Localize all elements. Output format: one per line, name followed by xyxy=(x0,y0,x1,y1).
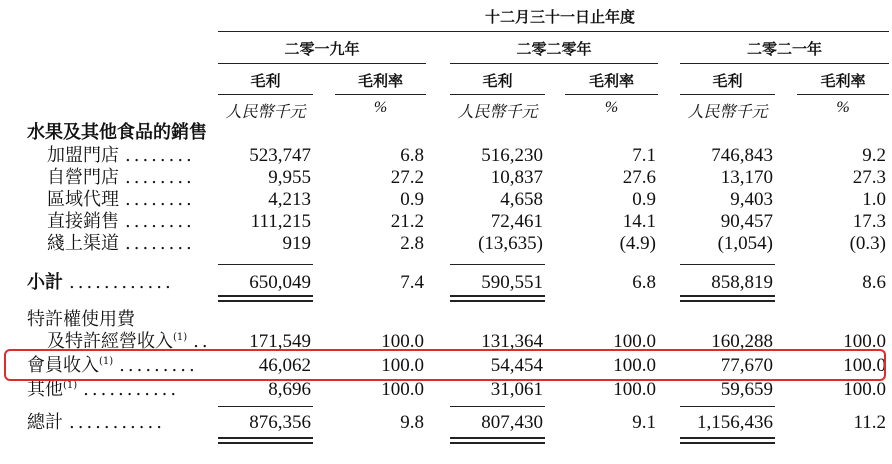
subtotal-double-rule xyxy=(450,300,545,302)
table-row-value: (1,054) xyxy=(717,233,773,254)
table-row-value: 4,213 xyxy=(268,189,311,210)
col-rule xyxy=(335,94,426,95)
total-row-value: 11.2 xyxy=(853,412,886,433)
other-row-value: 100.0 xyxy=(613,379,656,400)
unit-percent-2021: % xyxy=(836,99,850,116)
membership-row-value: 54,454 xyxy=(490,355,543,376)
table-row-value: 14.1 xyxy=(622,211,656,232)
membership-row-value: 77,670 xyxy=(720,355,773,376)
other-row-value: 8,696 xyxy=(268,379,311,400)
total-double-rule xyxy=(680,442,775,444)
subtotal-top-rule xyxy=(218,264,313,265)
year-header-2020: 二零二零年 xyxy=(516,40,592,58)
table-row-value: 1.0 xyxy=(862,189,886,210)
col-rule xyxy=(680,94,775,95)
table-row-value: 919 xyxy=(282,233,311,254)
table-row-value: (13,635) xyxy=(478,233,543,254)
table-row-value: 6.8 xyxy=(400,145,424,166)
other-row-value: 59,659 xyxy=(720,379,773,400)
table-row-value: 9,403 xyxy=(730,189,773,210)
total-double-rule xyxy=(680,437,775,439)
subtotal-double-rule xyxy=(218,295,313,297)
total-row-value: 1,156,436 xyxy=(697,412,773,433)
unit-rmb-2020: 人民幣千元 xyxy=(457,104,538,121)
table-row-value: 516,230 xyxy=(481,145,543,166)
total-double-rule xyxy=(218,437,313,439)
table-row-value: 72,461 xyxy=(490,211,543,232)
header-rule xyxy=(218,31,889,32)
col-gross-profit-2021: 毛利 xyxy=(712,72,743,90)
total-top-rule xyxy=(680,406,775,407)
franchise-row-values-value: 160,288 xyxy=(711,331,773,352)
total-double-rule xyxy=(450,437,545,439)
franchise-row-values-value: 100.0 xyxy=(613,331,656,352)
col-rule xyxy=(218,94,313,95)
franchise-row-values-value: 100.0 xyxy=(381,331,424,352)
other-row-value: 100.0 xyxy=(843,379,886,400)
year-rule-2021 xyxy=(680,63,889,64)
subtotal-row-value: 650,049 xyxy=(249,272,311,293)
table-row-value: (4.9) xyxy=(619,233,656,254)
unit-percent-2019: % xyxy=(373,99,388,116)
table-row-value: 0.9 xyxy=(400,189,424,210)
franchise-row-values-value: 171,549 xyxy=(249,331,311,352)
year-header-2019: 二零一九年 xyxy=(284,40,360,58)
subtotal-row-value: 590,551 xyxy=(481,272,543,293)
table-row-value: 27.6 xyxy=(622,167,656,188)
table-row-value: 746,843 xyxy=(711,145,773,166)
table-row-label: 加盟門店 ........ xyxy=(47,145,195,166)
table-row-value: (0.3) xyxy=(849,233,886,254)
year-rule-2019 xyxy=(218,63,426,64)
year-header-2021: 二零二一年 xyxy=(746,40,822,58)
membership-row-value: 100.0 xyxy=(613,355,656,376)
subtotal-row-value: 6.8 xyxy=(632,272,656,293)
subtotal-top-rule xyxy=(450,264,545,265)
other-row-value: 31,061 xyxy=(490,379,543,400)
subtotal-top-rule xyxy=(680,264,775,265)
total-row-value: 876,356 xyxy=(249,412,311,433)
total-double-rule xyxy=(450,442,545,444)
col-gross-profit-2019: 毛利 xyxy=(250,72,281,90)
total-top-rule xyxy=(450,406,545,407)
subtotal-double-rule xyxy=(450,295,545,297)
membership-row-value: 46,062 xyxy=(258,355,311,376)
table-row-value: 2.8 xyxy=(400,233,424,254)
unit-percent-2020: % xyxy=(604,99,619,116)
table-row-label: 直接銷售 ........ xyxy=(47,211,195,232)
col-gross-margin-2021: 毛利率 xyxy=(820,72,866,90)
period-header: 十二月三十一日止年度 xyxy=(484,8,635,26)
franchise-label-line1: 特許權使用費 xyxy=(27,309,135,330)
total-row-value: 807,430 xyxy=(481,412,543,433)
table-row-value: 13,170 xyxy=(720,167,773,188)
franchise-row-values-value: 131,364 xyxy=(481,331,543,352)
subtotal-row-value: 7.4 xyxy=(400,272,424,293)
table-row-value: 27.3 xyxy=(852,167,886,188)
table-row-value: 27.2 xyxy=(390,167,424,188)
table-row-value: 4,658 xyxy=(500,189,543,210)
col-rule xyxy=(797,94,889,95)
table-row-value: 111,215 xyxy=(250,211,311,232)
table-row-label: 綫上渠道 ........ xyxy=(47,233,195,254)
franchise-row-values-label: 及特許經營收入$^{(1)}$ .. xyxy=(47,331,211,352)
unit-rmb-2019: 人民幣千元 xyxy=(225,104,306,121)
subtotal-double-rule xyxy=(680,295,775,297)
total-double-rule xyxy=(218,442,313,444)
subtotal-double-rule xyxy=(218,300,313,302)
subtotal-row-label: 小計 ............ xyxy=(27,272,174,293)
section-title: 水果及其他食品的銷售 xyxy=(27,122,207,143)
highlight-box-membership xyxy=(4,349,886,381)
unit-rmb-2021: 人民幣千元 xyxy=(687,104,768,121)
table-row-value: 90,457 xyxy=(720,211,773,232)
table-row-value: 21.2 xyxy=(390,211,424,232)
table-row-label: 區域代理 ........ xyxy=(47,189,195,210)
table-row-value: 0.9 xyxy=(632,189,656,210)
total-top-rule xyxy=(218,406,313,407)
table-row-label: 自營門店 ........ xyxy=(47,167,195,188)
col-gross-margin-2019: 毛利率 xyxy=(357,72,403,90)
table-row-value: 17.3 xyxy=(852,211,886,232)
franchise-row-values-value: 100.0 xyxy=(843,331,886,352)
membership-row-label: 會員收入$^{(1)}$ ......... xyxy=(27,355,198,376)
col-rule xyxy=(565,94,658,95)
membership-row-value: 100.0 xyxy=(843,355,886,376)
membership-row-value: 100.0 xyxy=(381,355,424,376)
other-row-label: 其他$^{(1)}$ ........... xyxy=(27,379,180,400)
table-row-value: 7.1 xyxy=(632,145,656,166)
total-row-value: 9.1 xyxy=(632,412,656,433)
table-row-value: 9,955 xyxy=(268,167,311,188)
table-row-value: 9.2 xyxy=(862,145,886,166)
year-rule-2020 xyxy=(450,63,658,64)
total-row-label: 總計 ........... xyxy=(27,412,165,433)
col-gross-margin-2020: 毛利率 xyxy=(588,72,634,90)
total-row-value: 9.8 xyxy=(400,412,424,433)
table-row-value: 10,837 xyxy=(490,167,543,188)
col-rule xyxy=(450,94,545,95)
col-gross-profit-2020: 毛利 xyxy=(482,72,513,90)
subtotal-double-rule xyxy=(680,300,775,302)
subtotal-row-value: 8.6 xyxy=(862,272,886,293)
subtotal-row-value: 858,819 xyxy=(711,272,773,293)
other-row-value: 100.0 xyxy=(381,379,424,400)
table-row-value: 523,747 xyxy=(249,145,311,166)
